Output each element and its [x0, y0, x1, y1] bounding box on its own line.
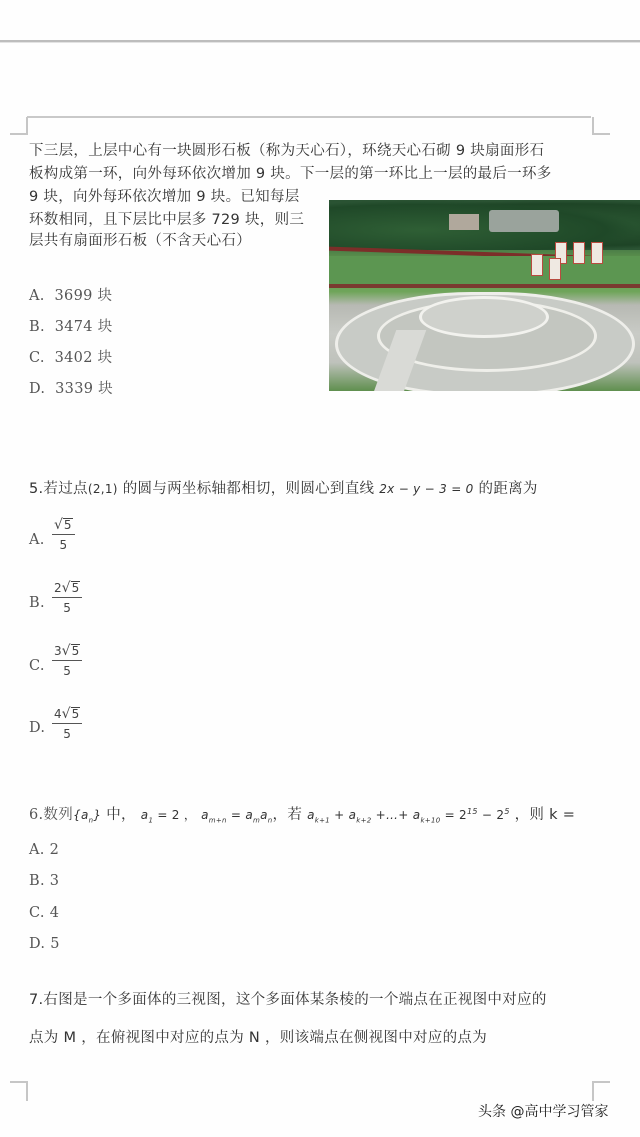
sqrt-symbol: √ 5: [61, 580, 80, 597]
option-value: 3699 块: [54, 288, 113, 304]
fraction: 2 √ 5 5: [52, 581, 82, 615]
q4-option-a[interactable]: [29, 284, 112, 305]
option-letter: C.: [29, 350, 45, 366]
option-value: 3474 块: [54, 319, 113, 335]
fraction: 3 √ 5 5: [52, 644, 82, 678]
q6-option-a[interactable]: A. 2: [29, 842, 60, 858]
q4-line-4: 环数相同，且下层比中层多 729 块，则三: [29, 212, 305, 228]
q4-line-2: 板构成第一环，向外每环依次增加 9 块。下一层的第一环比上一层的最后一环多: [29, 166, 552, 182]
page-top-divider: [0, 40, 640, 43]
q4-line-3: 9 块，向外每环依次增加 9 块。已知每层: [29, 189, 300, 205]
line-equation: 2x − y − 3 = 0: [379, 482, 474, 496]
option-value: 3339 块: [55, 381, 113, 397]
q6-option-b[interactable]: B. 3: [29, 873, 60, 889]
crop-mark-bottom-left: [10, 1081, 28, 1101]
q6-option-d[interactable]: D. 5: [29, 936, 60, 952]
option-letter: A.: [29, 288, 45, 304]
sqrt-symbol: √ 5: [61, 643, 80, 660]
option-letter: B.: [29, 319, 45, 335]
crop-mark-bottom-right: [592, 1081, 610, 1101]
q4-option-d[interactable]: [29, 377, 113, 398]
page-header-rule: [27, 116, 591, 118]
q6-option-c[interactable]: C. 4: [29, 905, 60, 921]
q6-stem: 6.数列$\{a_n\}$ 中， $a_1 = 2$ ， $a_{m+n} = a_ma_n$，若 $a_{k+1} + a_{k+2}$ +…+ $a_{k+10} = 2^{15} - 2^5$ ，则 k =: [29, 807, 576, 825]
crop-mark-top-right: [592, 117, 610, 135]
q4-line-1: 下三层，上层中心有一块圆形石板（称为天心石），环绕天心石砌 9 块扇面形石: [29, 143, 545, 159]
sqrt-symbol: √ 5: [61, 706, 80, 723]
option-letter: D.: [29, 381, 46, 397]
fraction: 4 √ 5 5: [52, 707, 82, 741]
point-coord: (2,1): [87, 482, 118, 496]
crop-mark-top-left: [10, 117, 28, 135]
q4-option-b[interactable]: [29, 315, 113, 336]
sqrt-symbol: √ 5: [54, 517, 72, 534]
option-value: 3402 块: [54, 350, 113, 366]
q7-line-2: 点为 M ，在俯视图中对应的点为 N ，则该端点在侧视图中对应的点为: [29, 1030, 487, 1046]
q7-line-1: 7.右图是一个多面体的三视图，这个多面体某条棱的一个端点在正视图中对应的: [29, 992, 547, 1008]
q5-stem: 5.若过点(2,1) 的圆与两坐标轴都相切，则圆心到直线 2x − y − 3 = 0 的距离为: [29, 481, 538, 497]
altar-photo: [329, 200, 640, 391]
watermark: 头条 @高中学习管家: [478, 1104, 609, 1120]
q4-line-5: 层共有扇面形石板（不含天心石）: [29, 233, 251, 249]
fraction: √ 5 5: [52, 518, 75, 552]
q4-option-c[interactable]: [29, 346, 112, 367]
